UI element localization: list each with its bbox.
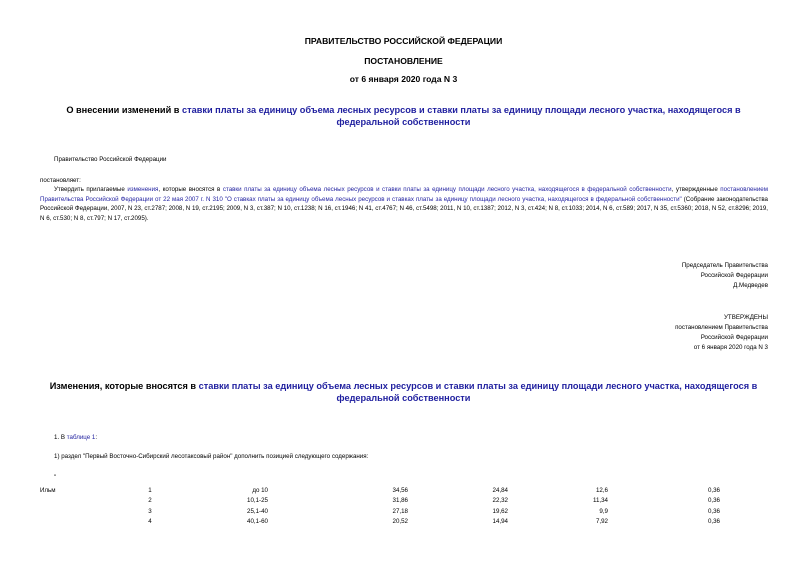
item-1-1: 1) раздел "Первый Восточно-Сибирский лесотаксовый район" дополнить позицией следующего содержания: (54, 453, 369, 460)
rates-link[interactable]: ставки платы за единицу объема лесных ресурсов и ставки платы за единицу площади лесного участка, находящегося в федеральной собственности (222, 186, 672, 193)
doc-title-prefix: О внесении изменений в (66, 105, 182, 115)
value-cell: 14,94 (492, 518, 508, 526)
item-1-suffix: : (95, 434, 98, 441)
value-cell: 9,9 (599, 507, 608, 515)
approved-line-4: от 6 января 2020 года N 3 (693, 344, 768, 351)
changes-title-link[interactable]: ставки платы за единицу объема лесных ресурсов и ставки платы за единицу площади лесного участка, находящегося в федеральной собственности (198, 381, 758, 403)
value-cell: 7,92 (595, 518, 608, 526)
item-1 (54, 433, 97, 443)
distance-cell: 25,1-40 (247, 507, 268, 515)
value-cell: 11,34 (592, 497, 608, 505)
species-cell (40, 507, 100, 517)
value-cell: 0,36 (707, 497, 720, 505)
number-cell: 1 (148, 487, 152, 494)
value-cell: 24,84 (492, 487, 508, 494)
value-cell: 20,52 (392, 518, 408, 526)
signature-line-2: Российской Федерации (700, 272, 768, 279)
signature-line-3: Д.Медведев (733, 282, 768, 289)
para-text-4: (Собрание законодательства Российской Федерации, 2007, N 23, ст.2787; 2008, N 19, ст.2195; 2009, N 3, ст.387; N 10, ст.1238; N 16, ст.1946; N 41, ст.4767; N 46, ст.5498; 2011, N 10, ст.1387; 2012, N 3, ст.424; N 8, ст.1033; 2014, N 6, ст.589; 2017, N 35, ст.5360; 2018, N 52, ст.8296; 2019, N 6, ст.530; N 8, ст.797; N 17, ст.2095). (40, 195, 769, 222)
item-1-prefix: 1. В (54, 434, 67, 441)
value-cell: 12,6 (595, 487, 608, 494)
species-cell (40, 517, 100, 527)
para-text-1: Утвердить прилагаемые (54, 186, 128, 193)
changes-title-prefix: Изменения, которые вносятся в (49, 381, 199, 391)
doc-date-number: от 6 января 2020 года N 3 (349, 74, 458, 84)
distance-cell: 10,1-25 (247, 497, 268, 505)
value-cell: 0,36 (707, 518, 720, 526)
doc-title (36, 104, 771, 128)
distance-cell: 40,1-60 (247, 518, 268, 526)
value-cell: 27,18 (392, 507, 408, 515)
doc-type: ПОСТАНОВЛЕНИЕ (364, 56, 443, 66)
changes-title (36, 380, 771, 404)
table-row (40, 486, 720, 496)
para-text-2: , которые вносятся в (158, 186, 223, 193)
main-paragraph (40, 185, 768, 223)
value-cell: 34,56 (392, 487, 408, 494)
table-row (40, 507, 720, 517)
changes-link[interactable]: изменения (127, 186, 159, 193)
value-cell: 0,36 (707, 487, 720, 494)
signature-line-1: Председатель Правительства (681, 262, 768, 269)
value-cell: 22,32 (492, 497, 508, 505)
value-cell: 31,86 (392, 497, 408, 505)
value-cell: 0,36 (707, 507, 720, 515)
number-cell: 3 (148, 507, 152, 515)
species-cell: Ильм (40, 487, 56, 494)
value-cell: 19,62 (492, 507, 508, 515)
government-line: Правительство Российской Федерации (54, 156, 167, 163)
distance-cell: до 10 (252, 487, 268, 494)
doc-authority: ПРАВИТЕЛЬСТВО РОССИЙСКОЙ ФЕДЕРАЦИИ (304, 36, 503, 46)
rates-table (40, 486, 720, 528)
approved-block (675, 313, 768, 353)
signature-block (682, 261, 768, 291)
species-cell (40, 496, 100, 506)
decides-line: постановляет: (40, 177, 81, 184)
quote-mark: " (54, 474, 57, 481)
approved-line-2: постановлением Правительства (675, 324, 768, 331)
number-cell: 2 (148, 497, 152, 505)
resolution-link[interactable]: постановлением Правительства Российской Федерации от 22 мая 2007 г. N 310 "О ставках платы за единицу объема лесных ресурсов и ставках платы за единицу площади лесного участка, находящегося в федеральной собственности" (40, 186, 768, 203)
doc-title-link[interactable]: ставки платы за единицу объема лесных ресурсов и ставки платы за единицу площади лесного участка, находящегося в федеральной собственности (181, 105, 741, 127)
table-1-link[interactable]: таблице 1 (66, 434, 96, 441)
para-text-3: , утвержденные (671, 186, 721, 193)
number-cell: 4 (148, 518, 152, 526)
approved-line-1: УТВЕРЖДЕНЫ (724, 314, 768, 321)
table-row (40, 517, 720, 527)
approved-line-3: Российской Федерации (700, 334, 768, 341)
table-row (40, 496, 720, 506)
